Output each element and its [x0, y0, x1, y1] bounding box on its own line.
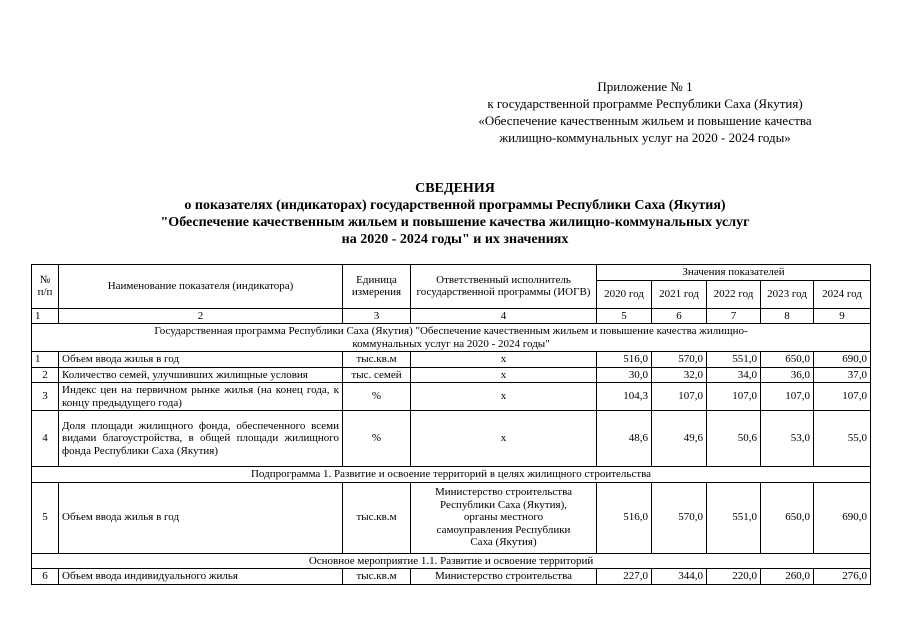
column-number: 1	[32, 308, 59, 324]
row-value: 260,0	[761, 569, 814, 585]
row-name: Количество семей, улучшивших жилищные условия	[59, 367, 343, 383]
indicators-table	[31, 264, 871, 585]
header-year: 2022 год	[707, 280, 761, 308]
row-responsible: х	[411, 352, 597, 368]
heading-line: о показателях (индикаторах) государственной программы Республики Саха (Якутия)	[184, 198, 726, 213]
row-unit: тыс.кв.м	[343, 482, 411, 553]
row-value: 516,0	[597, 482, 652, 553]
column-numbers-row	[32, 308, 871, 324]
row-responsible: х	[411, 367, 597, 383]
row-value: 107,0	[814, 383, 871, 411]
row-value: 55,0	[814, 411, 871, 467]
header-year: 2021 год	[652, 280, 707, 308]
document-heading	[60, 180, 850, 248]
column-number: 6	[652, 308, 707, 324]
row-value: 551,0	[707, 482, 761, 553]
section-program: Государственная программа Республики Саха (Якутия) "Обеспечение качественным жильем и повышение качества жилищно-коммунальных услуг на 2020 - 2024 годы"	[32, 324, 871, 352]
header-num: № п/п	[32, 265, 59, 309]
row-value: 32,0	[652, 367, 707, 383]
row-value: 50,6	[707, 411, 761, 467]
row-unit: тыс.кв.м	[343, 352, 411, 368]
table-row	[32, 383, 871, 411]
row-value: 690,0	[814, 482, 871, 553]
header-unit: Единица измерения	[343, 265, 411, 309]
table-row	[32, 352, 871, 368]
row-num: 6	[32, 569, 59, 585]
column-number: 5	[597, 308, 652, 324]
row-value: 650,0	[761, 482, 814, 553]
row-unit: тыс.кв.м	[343, 569, 411, 585]
column-number: 7	[707, 308, 761, 324]
row-value: 48,6	[597, 411, 652, 467]
section-subprogram: Подпрограмма 1. Развитие и освоение территорий в целях жилищного строительства	[32, 467, 871, 483]
row-value: 650,0	[761, 352, 814, 368]
header-name: Наименование показателя (индикатора)	[59, 265, 343, 309]
row-value: 49,6	[652, 411, 707, 467]
table-row	[32, 411, 871, 467]
row-name: Доля площади жилищного фонда, обеспеченного всеми видами благоустройства, в общей площади жилищного фонда Республики Саха (Якутия)	[59, 411, 343, 467]
column-number: 3	[343, 308, 411, 324]
row-value: 34,0	[707, 367, 761, 383]
row-responsible: х	[411, 383, 597, 411]
row-value: 107,0	[652, 383, 707, 411]
row-value: 107,0	[761, 383, 814, 411]
row-value: 53,0	[761, 411, 814, 467]
row-value: 36,0	[761, 367, 814, 383]
table-row	[32, 482, 871, 553]
header-values-group: Значения показателей	[597, 265, 871, 281]
row-value: 37,0	[814, 367, 871, 383]
column-number: 9	[814, 308, 871, 324]
row-value: 551,0	[707, 352, 761, 368]
heading-line: на 2020 - 2024 годы" и их значениях	[341, 232, 569, 247]
row-value: 227,0	[597, 569, 652, 585]
header-responsible: Ответственный исполнитель государственной программы (ИОГВ)	[411, 265, 597, 309]
appendix-block	[430, 78, 860, 146]
column-number: 8	[761, 308, 814, 324]
row-name: Объем ввода жилья в год	[59, 482, 343, 553]
row-num: 5	[32, 482, 59, 553]
row-name: Индекс цен на первичном рынке жилья (на конец года, к концу предыдущего года)	[59, 383, 343, 411]
appendix-line: к государственной программе Республики Саха (Якутия)	[487, 96, 803, 111]
row-unit: %	[343, 411, 411, 467]
row-value: 570,0	[652, 482, 707, 553]
appendix-line: жилищно-коммунальных услуг на 2020 - 2024 годы»	[499, 130, 791, 145]
row-num: 1	[32, 352, 59, 368]
header-year: 2023 год	[761, 280, 814, 308]
header-year: 2020 год	[597, 280, 652, 308]
table-row	[32, 367, 871, 383]
row-unit: тыс. семей	[343, 367, 411, 383]
header-year: 2024 год	[814, 280, 871, 308]
section-activity: Основное мероприятие 1.1. Развитие и освоение территорий	[32, 553, 871, 569]
row-value: 690,0	[814, 352, 871, 368]
row-value: 570,0	[652, 352, 707, 368]
column-number: 4	[411, 308, 597, 324]
row-name: Объем ввода жилья в год	[59, 352, 343, 368]
row-value: 107,0	[707, 383, 761, 411]
row-unit: %	[343, 383, 411, 411]
row-num: 3	[32, 383, 59, 411]
indicators-table-wrapper	[31, 264, 870, 585]
row-name: Объем ввода индивидуального жилья	[59, 569, 343, 585]
row-num: 2	[32, 367, 59, 383]
row-responsible: х	[411, 411, 597, 467]
column-number: 2	[59, 308, 343, 324]
row-num: 4	[32, 411, 59, 467]
heading-title: СВЕДЕНИЯ	[415, 181, 495, 196]
row-value: 344,0	[652, 569, 707, 585]
row-value: 276,0	[814, 569, 871, 585]
row-value: 104,3	[597, 383, 652, 411]
appendix-line: Приложение № 1	[597, 79, 693, 94]
appendix-line: «Обеспечение качественным жильем и повышение качества	[478, 113, 812, 128]
table-row	[32, 569, 871, 585]
row-responsible: Министерство строительства Республики Саха (Якутия), органы местного самоуправления Республики Саха (Якутия)	[411, 482, 597, 553]
row-value: 516,0	[597, 352, 652, 368]
row-value: 220,0	[707, 569, 761, 585]
heading-line: "Обеспечение качественным жильем и повышение качества жилищно-коммунальных услуг	[160, 215, 750, 230]
row-responsible: Министерство строительства	[411, 569, 597, 585]
row-value: 30,0	[597, 367, 652, 383]
